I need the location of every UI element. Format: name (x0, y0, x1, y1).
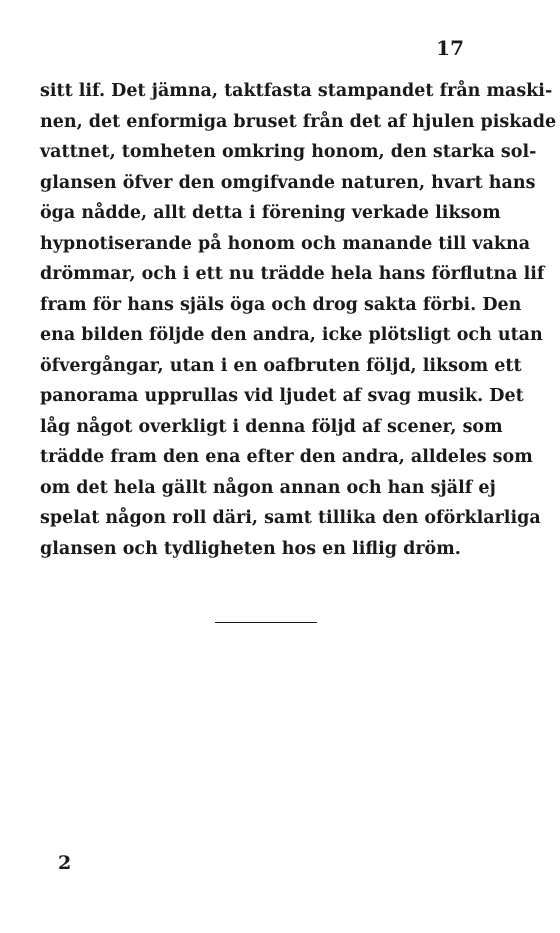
section-divider (215, 622, 317, 623)
text-line: drömmar, och i ett nu trädde hela hans förflutna lif (40, 264, 545, 284)
text-line: låg något overkligt i denna följd af scener, som (40, 416, 503, 437)
text-line: panorama upprullas vid ljudet af svag musik. Det (40, 386, 524, 406)
text-line: ena bilden följde den andra, icke plötsligt och utan (40, 325, 543, 345)
body-paragraph (40, 76, 557, 564)
text-line: öfvergångar, utan i en oafbruten följd, liksom ett (40, 355, 522, 376)
text-line: sitt lif. Det jämna, taktfasta stampandet från maski- (40, 81, 553, 101)
page-number: 17 (436, 36, 464, 60)
text-line: glansen och tydligheten hos en liflig dröm. (40, 538, 461, 559)
text-line: glansen öfver den omgifvande naturen, hvart hans (40, 172, 536, 193)
text-line: hypnotiserande på honom och manande till vakna (40, 233, 531, 254)
signature-mark: 2 (58, 852, 72, 874)
text-line: trädde fram den ena efter den andra, alldeles som (40, 447, 533, 467)
text-line: vattnet, tomheten omkring honom, den starka sol- (40, 142, 537, 162)
text-line: om det hela gällt någon annan och han själf ej (40, 477, 496, 498)
text-line: nen, det enformiga bruset från det af hjulen piskade (40, 111, 557, 132)
text-line: fram för hans själs öga och drog sakta förbi. Den (40, 294, 522, 315)
text-line: öga nådde, allt detta i förening verkade liksom (40, 203, 501, 223)
text-line: spelat någon roll däri, samt tillika den oförklarliga (40, 508, 541, 528)
